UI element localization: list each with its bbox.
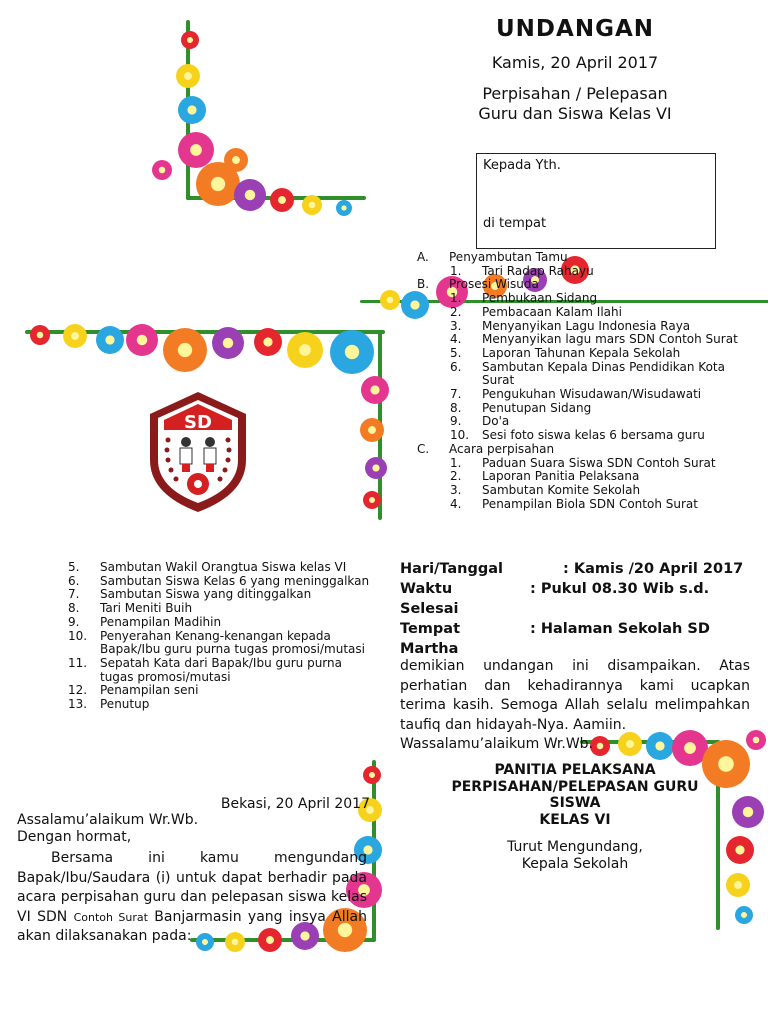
flower-ornament [178,96,206,124]
agenda-item [68,616,378,630]
agenda-text: Pengukuhan Wisudawan/Wisudawati [482,387,702,402]
agenda-number: 1. [450,291,462,306]
detail-time-cont: Selesai [400,601,459,617]
agenda-text: Menyanyikan lagu mars SDN Contoh Surat [482,332,738,347]
flower-ornament [254,328,282,356]
agenda-item [417,498,747,512]
flower-ornament [732,796,764,828]
agenda-number: 7. [68,587,80,602]
flower-ornament [63,324,87,348]
letter-greeting-block [17,812,198,846]
agenda-text: Penampilan seni [100,683,199,698]
agenda-item [417,292,747,306]
agenda-number: 13. [68,697,88,712]
agenda-text: Acara perpisahan [449,441,555,456]
committee-line-2: PERPISAHAN/PELEPASAN GURU [451,778,699,795]
flower-ornament [363,766,381,784]
flower-ornament [178,132,214,168]
agenda-text: Pembukaan Sidang [482,291,598,306]
flower-ornament [363,491,381,509]
detail-time [400,579,750,599]
flower-ornament [287,332,323,368]
agenda-text: Menyanyikan Lagu Indonesia Raya [482,318,691,333]
co-signer-line-1: Turut Mengundang, [507,839,643,855]
flower-ornament [380,290,400,310]
agenda-text: Tari Meniti Buih [100,601,193,616]
committee-line-1: PANITIA PELAKSANA [494,762,656,778]
closing-paragraph [400,657,750,755]
flower-ornament [360,418,384,442]
agenda-item [417,388,747,402]
agenda-section [417,443,747,457]
agenda-item [68,575,378,589]
flower-ornament [735,906,753,924]
detail-day [400,559,750,579]
letter-body-b: Banjarmasin yang insya Allah akan dilaksanakan pada: [17,908,367,944]
agenda-text: Laporan Tahunan Kepala Sekolah [482,345,681,360]
school-logo [146,390,250,514]
agenda-number: B. [417,277,430,292]
agenda-number: 7. [450,387,462,402]
agenda-item [68,630,378,657]
agenda-section [417,278,747,292]
agenda-text: Paduan Suara Siswa SDN Contoh Surat [482,455,716,470]
agenda-text: Pembacaan Kalam Ilahi [482,304,622,319]
letter-opening: Dengan hormat, [17,829,132,845]
co-signer-block [480,839,670,873]
agenda-number: 1. [450,455,462,470]
agenda-number: 11. [68,655,88,670]
flower-ornament [163,328,207,372]
logo-text: SD [184,412,212,433]
agenda-text: Sambutan Siswa yang ditinggalkan [100,587,312,602]
detail-place-value: : Halaman Sekolah SD [530,621,710,637]
agenda-text: Tari Radap Rahayu [482,263,594,278]
agenda-number: 10. [68,628,88,643]
agenda-item [417,265,747,279]
agenda-number: 6. [450,359,462,374]
flower-ornament [302,195,322,215]
agenda-text: Penyambutan Tamu [449,250,568,264]
flower-ornament [96,326,124,354]
flower-ornament [224,148,248,172]
agenda-item [417,429,747,443]
agenda-text: Laporan Panitia Pelaksana [482,469,640,484]
flower-ornament [270,188,294,212]
event-line-2: Guru dan Siswa Kelas VI [478,104,672,123]
agenda-number: 2. [450,304,462,319]
agenda-item [68,602,378,616]
committee-line-3: SISWA [549,795,601,811]
agenda-item [417,415,747,429]
agenda-item [417,402,747,416]
agenda-text: Penutup [100,697,150,712]
agenda-number: 9. [68,614,80,629]
document-title: UNDANGAN [496,16,654,42]
agenda-item [417,333,747,347]
letter-body-small: Contoh Surat [73,910,148,924]
event-details [400,559,750,659]
agenda-item [417,457,747,471]
agenda-text: Prosesi Wisuda [449,277,539,292]
flower-ornament [726,873,750,897]
agenda-text: Sambutan Kepala Dinas Pendidikan Kota Surat [482,359,725,388]
agenda-list-bottom [68,561,378,712]
committee-block [420,762,730,828]
agenda-text: Penutupan Sidang [482,400,592,415]
flower-ornament [336,200,352,216]
agenda-section [417,251,747,265]
address-line-2: di tempat [483,216,547,231]
letter-city-date: Bekasi, 20 April 2017 [220,796,370,812]
flower-ornament [212,327,244,359]
agenda-item [417,347,747,361]
agenda-item [417,484,747,498]
flower-ornament [30,325,50,345]
agenda-number: 8. [450,400,462,415]
agenda-number: 10. [450,428,470,443]
flower-ornament [176,64,200,88]
detail-time-label: Waktu [400,581,453,597]
agenda-text: Sambutan Wakil Orangtua Siswa kelas VI [100,560,347,574]
agenda-number: 5. [450,345,462,360]
detail-day-value: : Kamis /20 April 2017 [563,561,744,577]
agenda-number: 9. [450,414,462,429]
flower-ornament [361,376,389,404]
agenda-item [68,588,378,602]
flower-ornament [365,457,387,479]
detail-place-label: Tempat [400,621,461,637]
flower-ornament [234,179,266,211]
agenda-item [417,320,747,334]
flower-ornament [152,160,172,180]
agenda-item [68,657,378,684]
agenda-number: 2. [450,469,462,484]
co-signer-line-2: Kepala Sekolah [521,856,629,872]
flower-ornament [726,836,754,864]
agenda-number: 3. [450,318,462,333]
closing-salam: Wassalamu’alaikum Wr.Wb. [400,736,594,752]
agenda-number: C. [417,441,430,456]
agenda-item [68,684,378,698]
address-box [476,153,716,249]
agenda-number: A. [417,250,429,264]
detail-time-value: : Pukul 08.30 Wib s.d. [530,581,710,597]
agenda-text: Sambutan Komite Sekolah [482,482,641,497]
detail-day-label: Hari/Tanggal [400,561,503,577]
address-line-1: Kepada Yth. [483,158,561,173]
detail-place [400,619,750,639]
agenda-text: Sesi foto siswa kelas 6 bersama guru [482,428,705,443]
agenda-number: 1. [450,263,462,278]
agenda-number: 4. [450,496,462,511]
agenda-number: 6. [68,573,80,588]
agenda-text: Sepatah Kata dari Bapak/Ibu guru purna tugas promosi/mutasi [100,655,342,684]
agenda-text: Do'a [482,414,510,429]
agenda-number: 4. [450,332,462,347]
flower-ornament [126,324,158,356]
agenda-number: 3. [450,482,462,497]
letter-body-a: Bersama ini kamu mengundang Bapak/Ibu/Saudara (i) untuk dapat berhadir pada acara perpisahan guru dan pelepasan siswa kelas VI SDN [17,850,367,925]
agenda-text: Penampilan Madihin [100,614,222,629]
committee-line-4: KELAS VI [539,811,611,828]
agenda-item [68,698,378,712]
agenda-list-top [417,251,747,511]
flower-ornament [330,330,374,374]
agenda-text: Penampilan Biola SDN Contoh Surat [482,496,698,511]
closing-text: demikian undangan ini disampaikan. Atas perhatian dan kehadirannya kami ucapkan terima kasih. Semoga Allah selalu melimpahkan taufiq dan hidayah-Nya. Aamiin. [400,658,750,733]
agenda-item [417,361,747,388]
letter-body [17,849,367,947]
agenda-item [417,470,747,484]
event-line-1: Perpisahan / Pelepasan [482,84,668,103]
agenda-item [68,561,378,575]
agenda-number: 5. [68,560,80,574]
detail-place-cont: Martha [400,641,459,657]
flower-ornament [181,31,199,49]
agenda-number: 12. [68,683,88,698]
event-name [440,84,710,124]
event-date: Kamis, 20 April 2017 [491,53,659,72]
agenda-number: 8. [68,601,80,616]
letter-greeting: Assalamu’alaikum Wr.Wb. [17,812,199,828]
agenda-text: Sambutan Siswa Kelas 6 yang meninggalkan [100,573,370,588]
agenda-item [417,306,747,320]
agenda-text: Penyerahan Kenang-kenangan kepada Bapak/Ibu guru purna tugas promosi/mutasi [100,628,365,657]
